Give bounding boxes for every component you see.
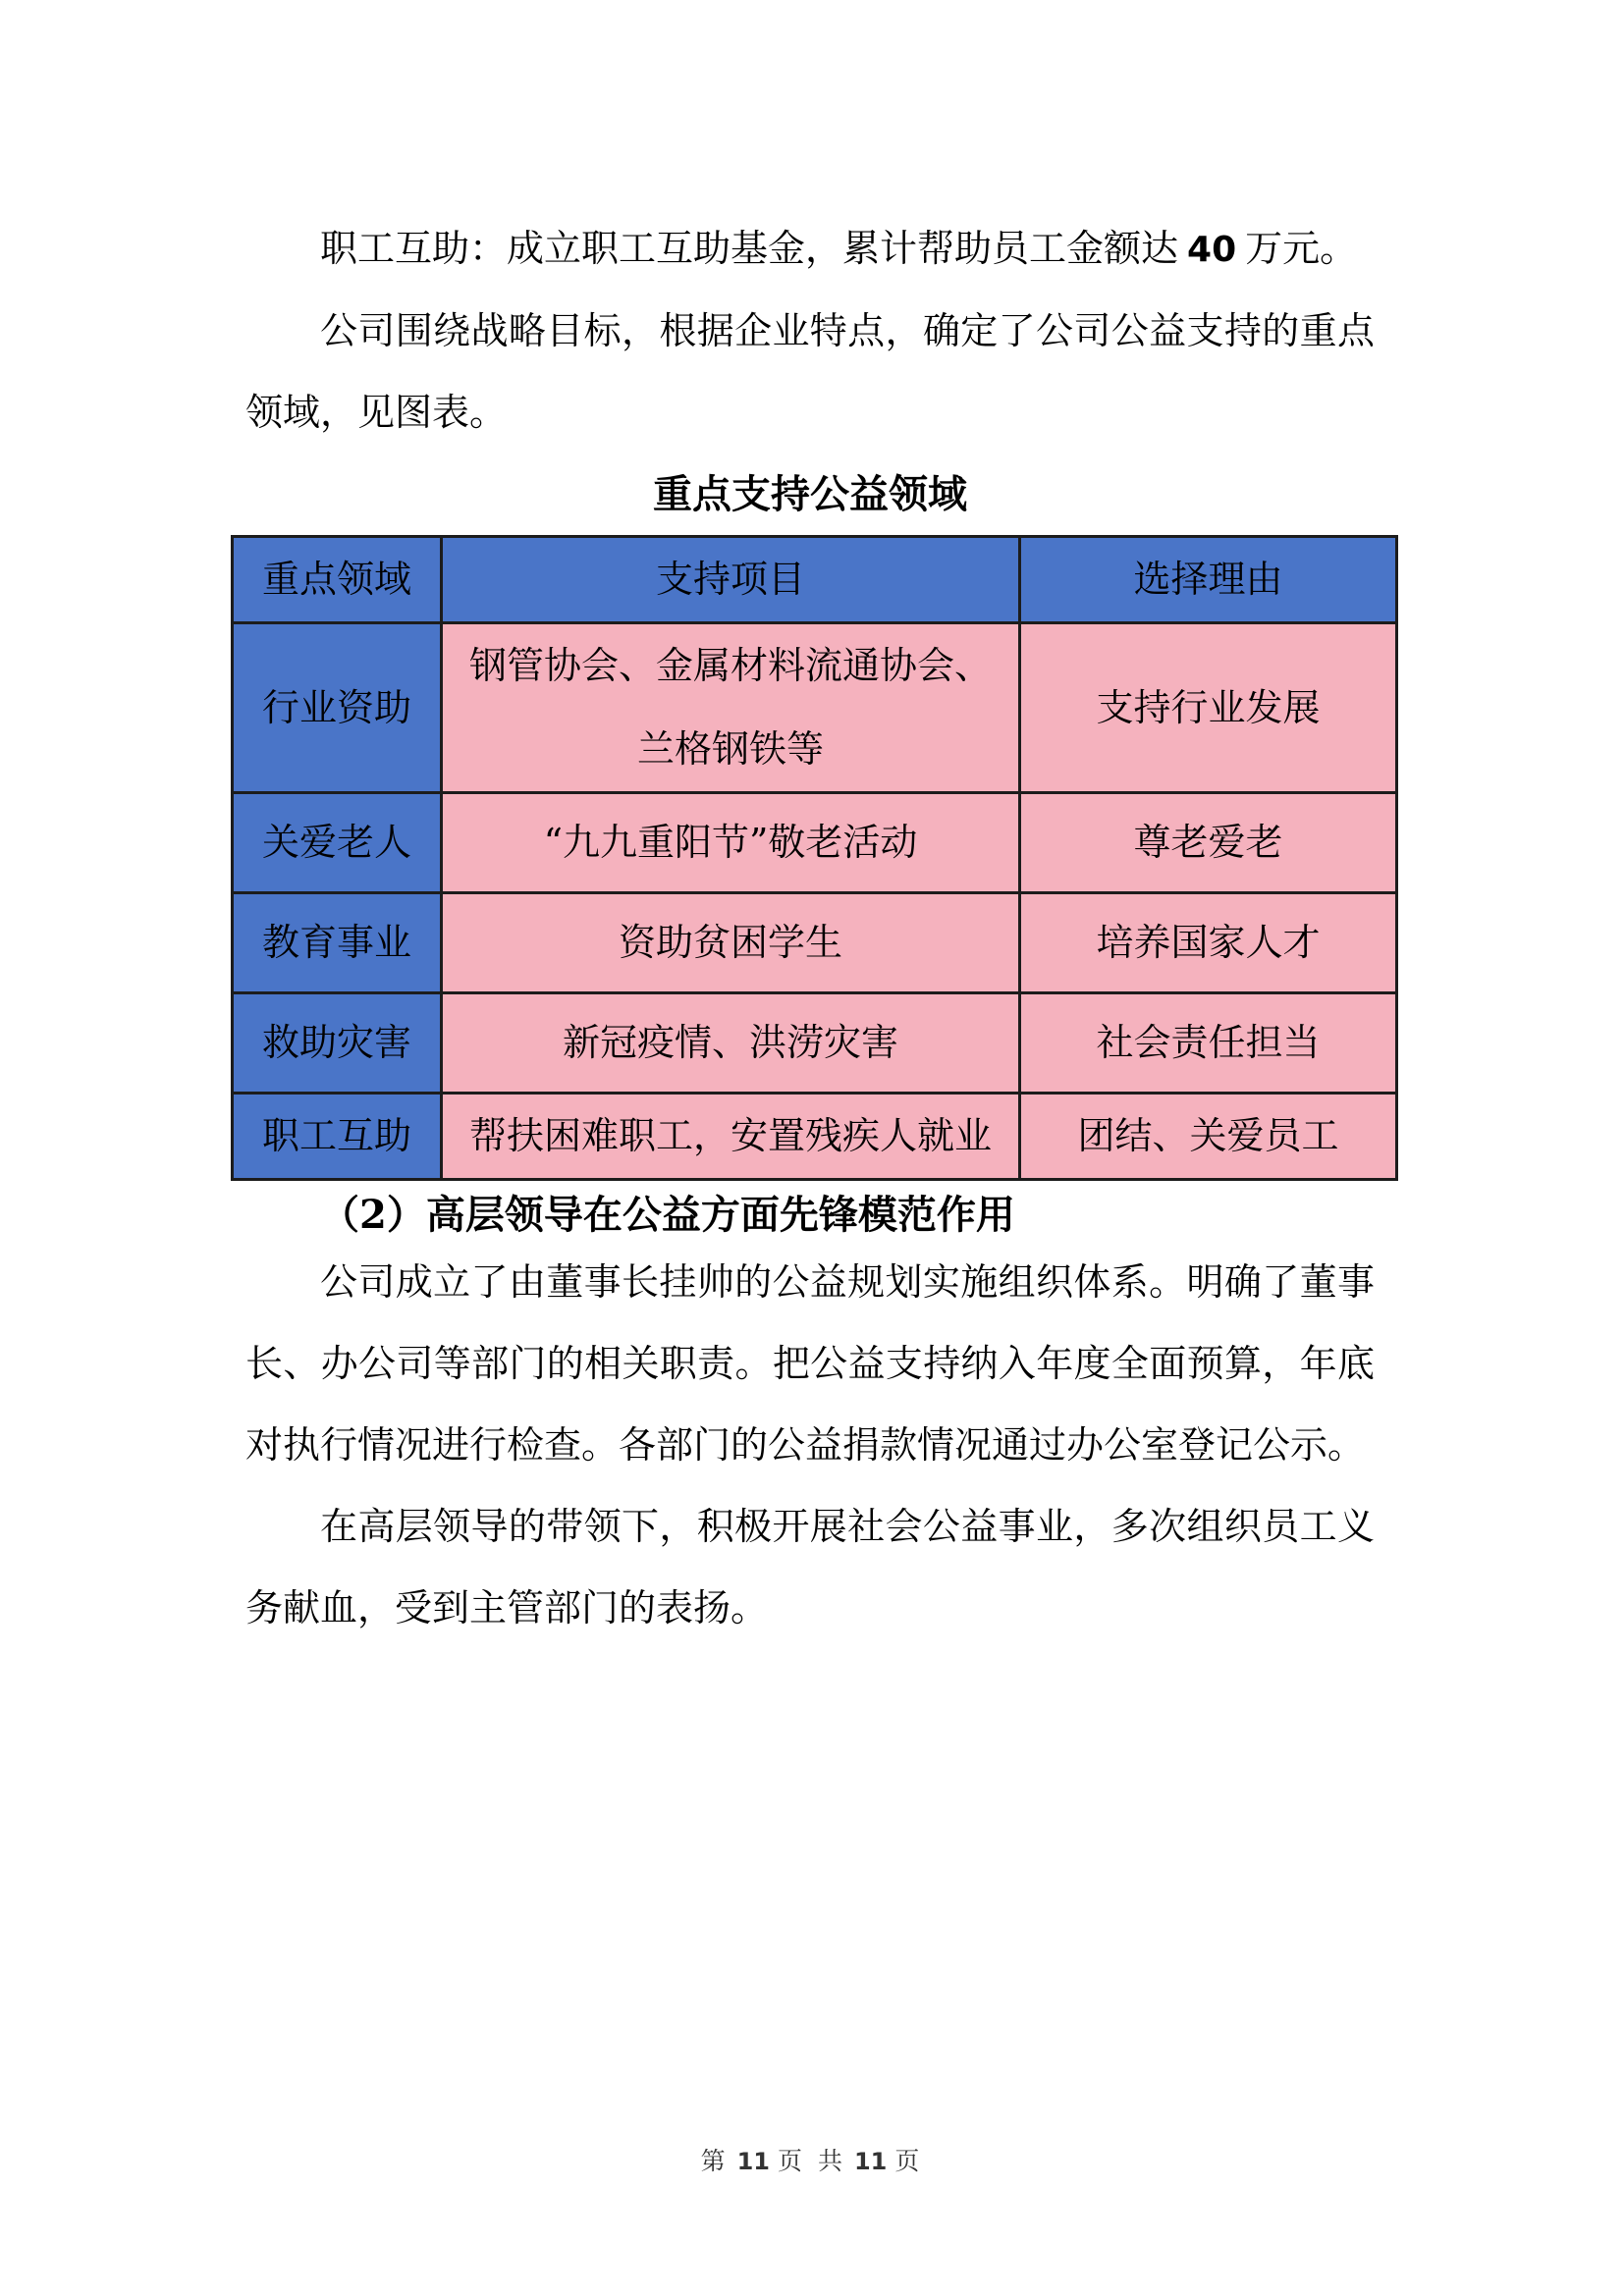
document-body xyxy=(245,208,1375,1649)
cell-reason: 培养国家人才 xyxy=(1020,893,1397,993)
paragraph-strategy: 公司围绕战略目标，根据企业特点，确定了公司公益支持的重点领域，见图表。 xyxy=(245,309,1375,434)
footer-current-page: 11 xyxy=(736,2148,771,2175)
cell-area: 关爱老人 xyxy=(233,793,442,893)
public-welfare-table xyxy=(231,535,1398,1181)
cell-reason: 尊老爱老 xyxy=(1020,793,1397,893)
table-row xyxy=(233,993,1397,1094)
table-row xyxy=(233,793,1397,893)
cell-area: 职工互助 xyxy=(233,1094,442,1180)
table-row xyxy=(233,893,1397,993)
cell-reason: 支持行业发展 xyxy=(1020,623,1397,793)
cell-area: 行业资助 xyxy=(233,623,442,793)
header-key-area: 重点领域 xyxy=(233,537,442,623)
header-support-project: 支持项目 xyxy=(442,537,1020,623)
paragraph-organization: 公司成立了由董事长挂帅的公益规划实施组织体系。明确了董事长、办公司等部门的相关职责。把公益支持纳入年度全面预算，年底对执行情况进行检查。各部门的公益捐款情况通过办公室登记公示。 xyxy=(245,1260,1375,1467)
cell-project: 资助贫困学生 xyxy=(442,893,1020,993)
paragraph-employee-mutual-aid xyxy=(245,208,1375,291)
footer-label: 页 共 xyxy=(778,2147,846,2175)
footer-label: 页 xyxy=(894,2147,924,2175)
table-row xyxy=(233,623,1397,793)
paragraph-blood-donation: 在高层领导的带领下，积极开展社会公益事业，多次组织员工义务献血，受到主管部门的表扬。 xyxy=(245,1505,1375,1629)
amount-value: 40 xyxy=(1187,230,1237,270)
cell-project: 新冠疫情、洪涝灾害 xyxy=(442,993,1020,1094)
cell-area: 救助灾害 xyxy=(233,993,442,1094)
section-heading-leadership: （2）高层领导在公益方面先锋模范作用 xyxy=(320,1192,1015,1238)
cell-project: 帮扶困难职工，安置残疾人就业 xyxy=(442,1094,1020,1180)
cell-reason: 团结、关爱员工 xyxy=(1020,1094,1397,1180)
cell-area: 教育事业 xyxy=(233,893,442,993)
footer-label: 第 xyxy=(700,2147,730,2175)
table-title: 重点支持公益领域 xyxy=(653,471,967,517)
cell-project: 钢管协会、金属材料流通协会、兰格钢铁等 xyxy=(442,623,1020,793)
footer-total-pages: 11 xyxy=(853,2148,888,2175)
cell-reason: 社会责任担当 xyxy=(1020,993,1397,1094)
table-row xyxy=(233,1094,1397,1180)
cell-project: “九九重阳节”敬老活动 xyxy=(442,793,1020,893)
header-selection-reason: 选择理由 xyxy=(1020,537,1397,623)
table-header-row xyxy=(233,537,1397,623)
page-footer xyxy=(0,2147,1624,2176)
paragraph-text: 职工互助：成立职工互助基金，累计帮助员工金额达 xyxy=(320,227,1179,270)
paragraph-text: 万元。 xyxy=(1245,227,1358,270)
